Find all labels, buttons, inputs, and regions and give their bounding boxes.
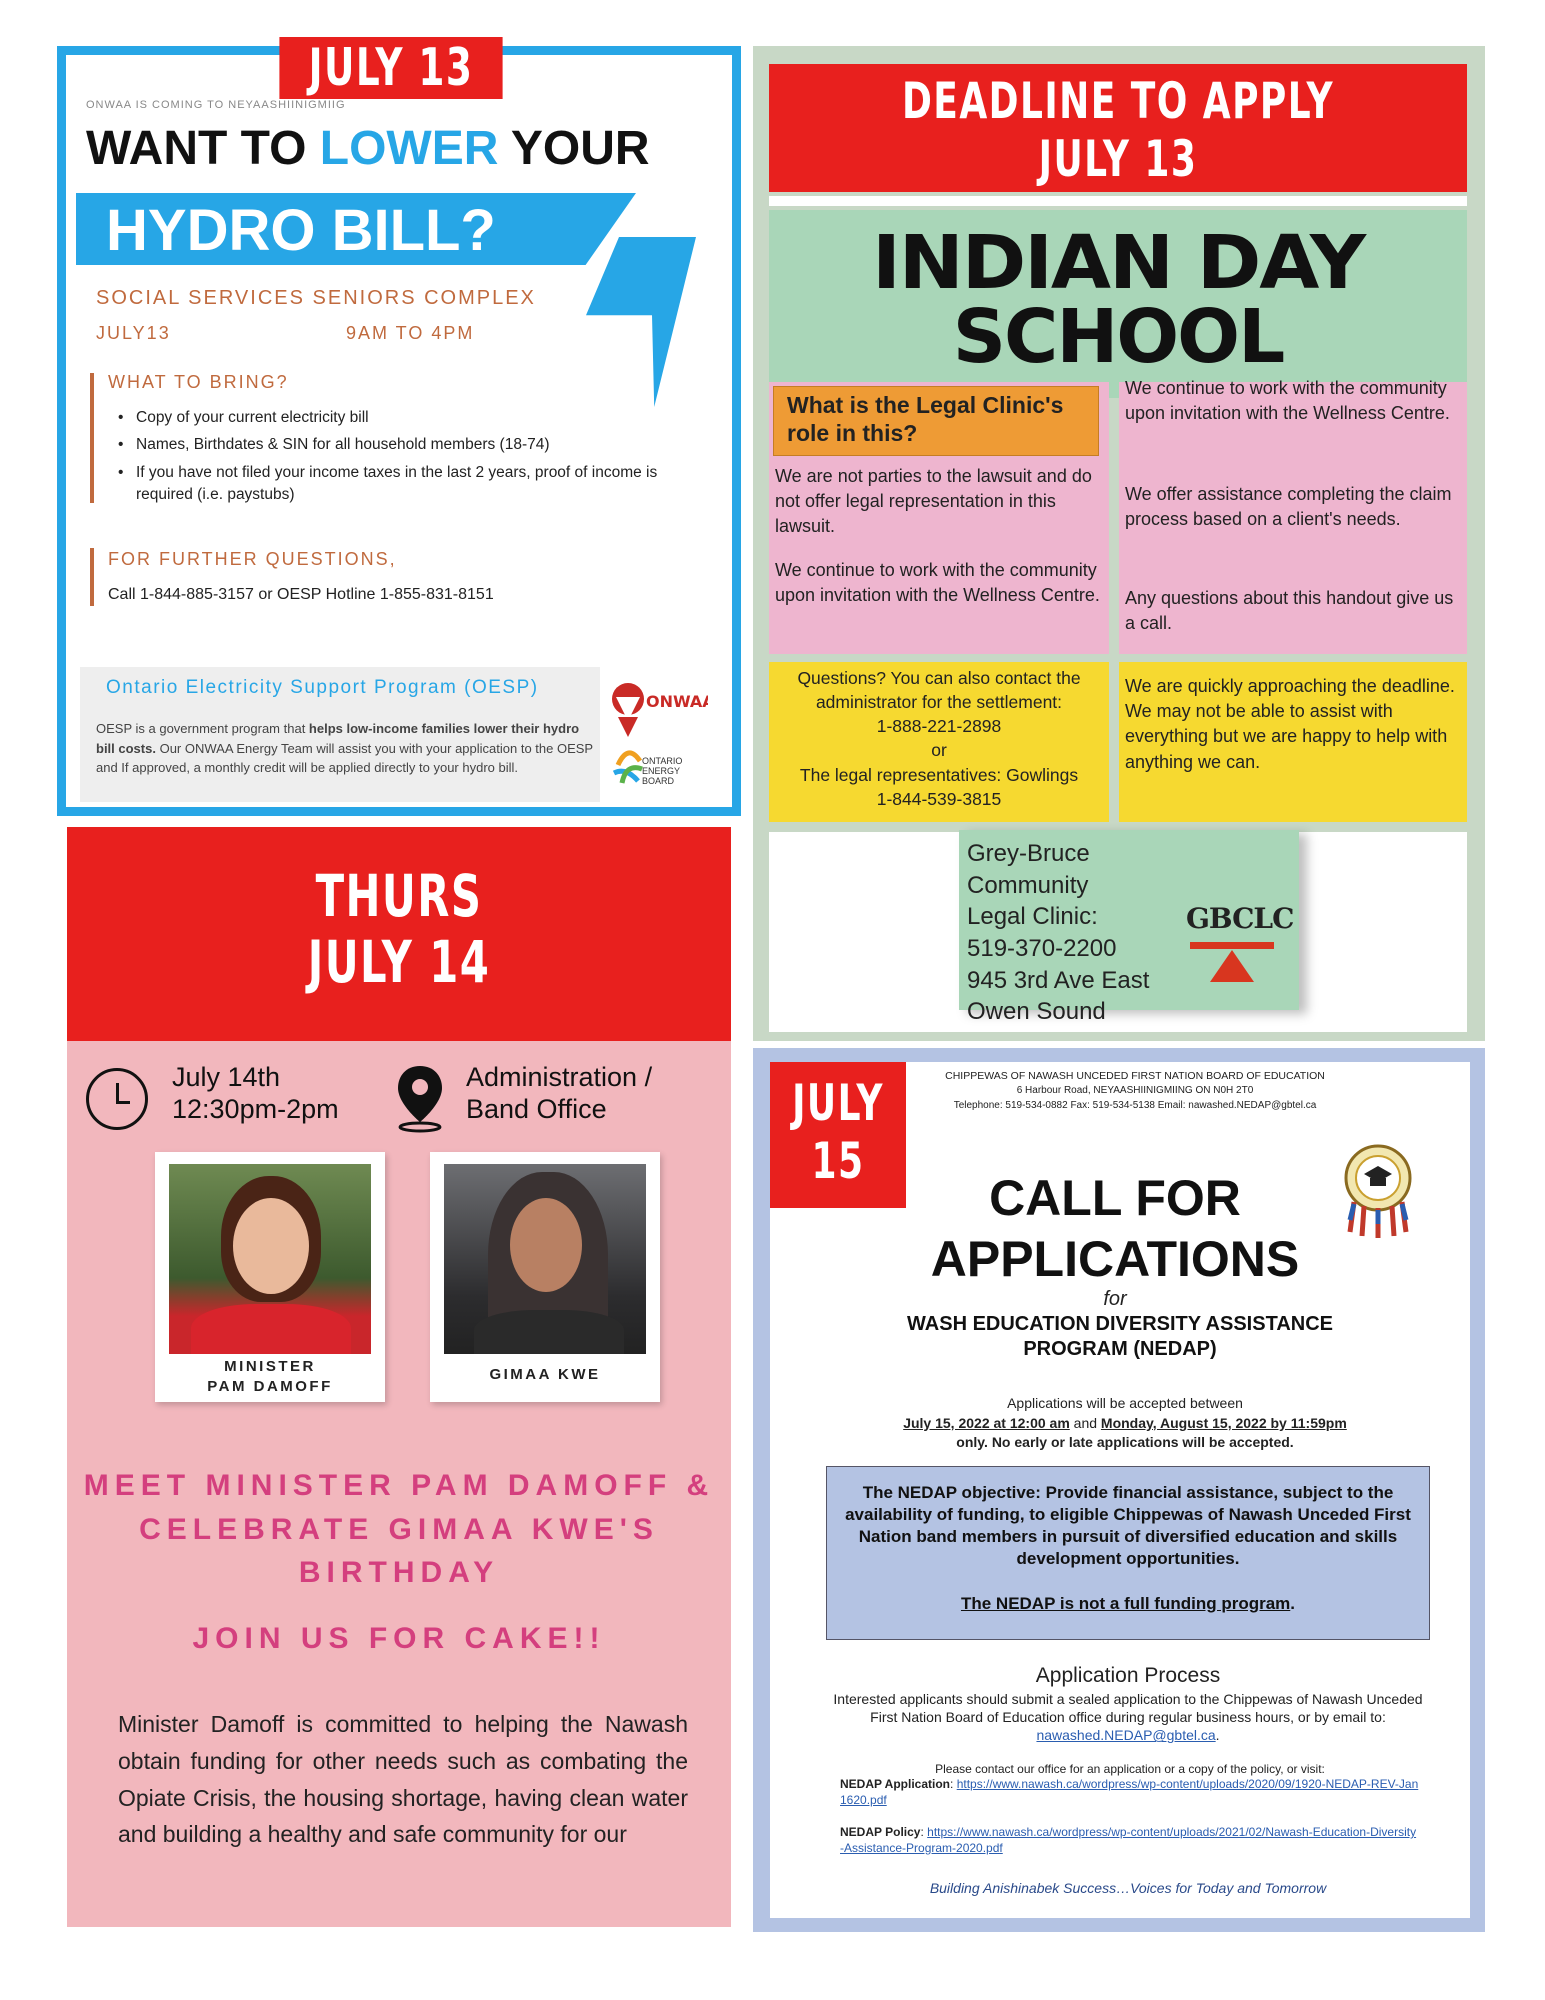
headline-part: YOUR — [498, 122, 650, 175]
org-letterhead — [920, 1069, 1350, 1113]
deadline-note-text: We are quickly approaching the deadline. We may not be able to assist with everything but we are happy to help with anything we can. — [1125, 676, 1455, 772]
contacts-line: The legal representatives: Gowlings — [799, 764, 1079, 785]
assistance-text: Any questions about this handout give us a call. — [1125, 588, 1454, 634]
gowlings-phone: 1-844-539-3815 — [876, 788, 1002, 809]
event-location: Band Office — [466, 1094, 607, 1124]
board-seal-icon — [1340, 1142, 1416, 1242]
portrait-body — [474, 1310, 624, 1354]
hydro-kicker: ONWAA IS COMING TO NEYAASHIINIGMIIG — [86, 99, 346, 111]
thurs-date: JULY 14 — [307, 928, 491, 996]
program-name — [880, 1312, 1360, 1362]
pol-sep: : — [920, 1825, 928, 1839]
list-item: • Names, Birthdates & SIN for all household members (18-74) — [118, 434, 688, 456]
funding-note: The NEDAP is not a full funding program — [960, 1594, 1291, 1613]
celebration-body: Minister Damoff is committed to helping the Nawash obtain funding for other needs such as combating the Opiate Crisis, the housing shortage, having clean water and building a healthy and safe community for our — [118, 1711, 688, 1848]
oesp-desc-part: Our ONWAA Energy Team will assist you with your application to the OESP and If approved, a monthly credit will be applied directly to your hydro bill. — [96, 740, 593, 775]
ids-title-box — [769, 210, 1467, 398]
ids-title-line1: INDIAN DAY — [871, 220, 1365, 306]
contacts-text — [769, 666, 1109, 811]
bring-title: WHAT TO BRING? — [108, 372, 289, 392]
program-line: WASH EDUCATION DIVERSITY ASSISTANCE — [907, 1313, 1333, 1335]
deadline-line: DEADLINE TO APPLY — [901, 72, 1334, 130]
accept-and: and — [1069, 1414, 1101, 1431]
email-link[interactable]: nawashed.NEDAP@gbtel.ca — [1036, 1727, 1216, 1744]
app-sep: : — [950, 1777, 957, 1791]
gbclc-line: 945 3rd Ave East — [967, 966, 1150, 994]
ids-title-line2: SCHOOL — [952, 294, 1284, 380]
meet-line: BIRTHDAY — [298, 1556, 500, 1589]
photo-caption: MINISTER — [224, 1358, 316, 1375]
gbclc-line: Owen Sound — [967, 998, 1106, 1026]
onwaa-wordmark: ONWAA — [646, 692, 708, 711]
portrait-face — [233, 1198, 309, 1294]
photo-gimaa-kwe — [430, 1152, 660, 1402]
org-address: 6 Harbour Road, NEYAASHIINIGMIING ON N0H 2T0 — [1016, 1085, 1254, 1097]
photo-caption: GIMAA KWE — [489, 1366, 601, 1383]
hydro-headline-2: HYDRO BILL? — [106, 198, 496, 263]
bring-list — [118, 407, 688, 512]
objective-note — [836, 1594, 1420, 1614]
pol-label: NEDAP Policy — [840, 1825, 921, 1839]
meet-line: CELEBRATE GIMAA KWE'S — [139, 1512, 659, 1546]
cfa-line: CALL FOR — [989, 1170, 1241, 1226]
oesp-description — [96, 719, 596, 778]
contact-line: Please contact our office for an application or a copy of the policy, or visit: — [935, 1762, 1325, 1776]
contacts-line: Questions? You can also contact the administrator for the settlement: — [797, 668, 1081, 713]
gbclc-logo-bar — [1190, 942, 1274, 949]
meet-headline — [67, 1464, 731, 1595]
list-item: • Copy of your current electricity bill — [118, 407, 688, 429]
process-title: Application Process — [1035, 1664, 1221, 1687]
objective-text: The NEDAP objective: Provide financial assistance, subject to the availability of funding, to eligible Chippewas of Nawash Unceded First Nation band members in pursuit of diversified education and skills development opportunities. — [845, 1483, 1411, 1569]
org-name: CHIPPEWAS OF NAWASH UNCEDED FIRST NATION BOARD OF EDUCATION — [945, 1070, 1325, 1082]
gbclc-address — [967, 838, 1207, 1028]
application-link-line — [840, 1777, 1420, 1808]
oesp-title: Ontario Electricity Support Program (OESP) — [106, 677, 539, 698]
thurs-banner — [67, 827, 731, 1041]
list-item: • If you have not filed your income taxes in the last 2 years, proof of income is required (i.e. paystubs) — [118, 462, 688, 507]
questions-title: FOR FURTHER QUESTIONS, — [108, 549, 397, 569]
call-for-applications-title — [880, 1168, 1350, 1290]
legal-role-text: We are not parties to the lawsuit and do not offer legal representation in this lawsuit. — [775, 466, 1092, 537]
deadline-banner — [769, 64, 1467, 192]
contacts-line: or — [931, 740, 947, 761]
program-line: PROGRAM (NEDAP) — [1023, 1338, 1217, 1360]
assistance-text: We offer assistance completing the claim process based on a client's needs. — [1125, 484, 1452, 530]
cake-headline: JOIN US FOR CAKE!! — [192, 1622, 606, 1655]
section-divider — [90, 548, 94, 606]
portrait-face — [510, 1198, 582, 1292]
end-date: Monday, August 15, 2022 by 11:59pm — [1100, 1414, 1347, 1431]
event-time: 12:30pm-2pm — [172, 1094, 339, 1124]
portrait-image — [444, 1164, 646, 1354]
photo-caption: PAM DAMOFF — [207, 1378, 333, 1395]
start-date: July 15, 2022 at 12:00 am — [903, 1414, 1070, 1431]
legal-role-text: We continue to work with the community upon invitation with the Wellness Centre. — [775, 560, 1100, 606]
accept-line: Applications will be accepted between — [1007, 1395, 1243, 1411]
policy-link[interactable]: https://www.nawash.ca/wordpress/wp-content/uploads/2021/02/Nawash-Education-Diversity-Assistance-Program-2020.pdf — [840, 1825, 1417, 1855]
role-title: What is the Legal Clinic's role in this? — [787, 392, 1064, 446]
hydro-venue: SOCIAL SERVICES SENIORS COMPLEX — [96, 287, 536, 309]
oeb-wordmark: ONTARIO ENERGY BOARD — [642, 757, 683, 786]
oesp-desc-bold: helps low-income families lower their hydro bill costs. — [96, 721, 580, 756]
assistance-text: We continue to work with the community upon invitation with the Wellness Centre. — [1125, 378, 1450, 424]
nedap-month: JULY — [792, 1074, 884, 1132]
onwaa-oeb-logos — [608, 677, 708, 807]
hydro-time: 9AM TO 4PM — [346, 323, 475, 343]
process-text — [826, 1690, 1430, 1745]
app-label: NEDAP Application — [840, 1777, 951, 1791]
policy-link-line — [840, 1825, 1420, 1856]
hydro-date-banner: JULY 13 — [279, 37, 502, 99]
hydro-bill-flyer — [57, 38, 741, 816]
funding-note-dot: . — [1290, 1594, 1296, 1613]
application-window — [870, 1394, 1380, 1453]
deadline-date: JULY 13 — [1038, 130, 1198, 188]
accept-line: only. No early or late applications will be accepted. — [956, 1434, 1294, 1451]
location-pin-icon — [394, 1064, 446, 1134]
questions-text: Call 1-844-885-3157 or OESP Hotline 1-855-831-8151 — [108, 586, 494, 603]
gbclc-line: Grey-Bruce Community — [967, 840, 1090, 899]
hydro-headline — [86, 121, 650, 176]
lightning-bolt-icon — [586, 237, 696, 407]
hydro-day: JULY13 — [96, 323, 171, 343]
gbclc-phone: 519-370-2200 — [967, 935, 1117, 963]
portrait-body — [191, 1304, 351, 1354]
onwaa-logo-icon — [608, 677, 708, 807]
meet-line: MEET MINISTER PAM DAMOFF & — [83, 1469, 715, 1502]
motto: Building Anishinabek Success…Voices for Today and Tomorrow — [929, 1880, 1327, 1896]
oesp-desc-part: OESP is a government program that — [96, 721, 309, 736]
headline-lower: LOWER — [319, 122, 499, 175]
settlement-phone: 1-888-221-2898 — [876, 716, 1002, 737]
event-date: July 14th — [172, 1062, 281, 1092]
section-divider — [90, 373, 94, 503]
thurs-day: THURS — [315, 862, 483, 930]
cfa-line: APPLICATIONS — [930, 1231, 1300, 1287]
headline-part: WANT TO — [86, 122, 320, 175]
cfa-for: for — [1103, 1288, 1127, 1310]
org-contact: Telephone: 519-534-0882 Fax: 519-534-5138 Email: nawashed.NEDAP@gbtel.ca — [953, 1099, 1317, 1111]
portrait-image — [169, 1164, 371, 1354]
gbclc-line: Legal Clinic: — [967, 903, 1098, 931]
process-body: Interested applicants should submit a sealed application to the Chippewas of Nawash Unceded First Nation Board of Education office during regular business hours, or by email to: — [833, 1691, 1423, 1726]
gbclc-logo: GBCLC — [1186, 902, 1294, 935]
divider-strip — [769, 196, 1467, 206]
application-link[interactable]: https://www.nawash.ca/wordpress/wp-content/uploads/2020/09/1920-NEDAP-REV-Jan1620.pdf — [840, 1777, 1419, 1807]
nedap-day: 15 — [811, 1132, 865, 1190]
process-end: . — [1215, 1727, 1220, 1744]
clock-icon — [86, 1068, 148, 1130]
photo-minister-damoff — [155, 1152, 385, 1402]
event-location: Administration / — [466, 1062, 653, 1092]
